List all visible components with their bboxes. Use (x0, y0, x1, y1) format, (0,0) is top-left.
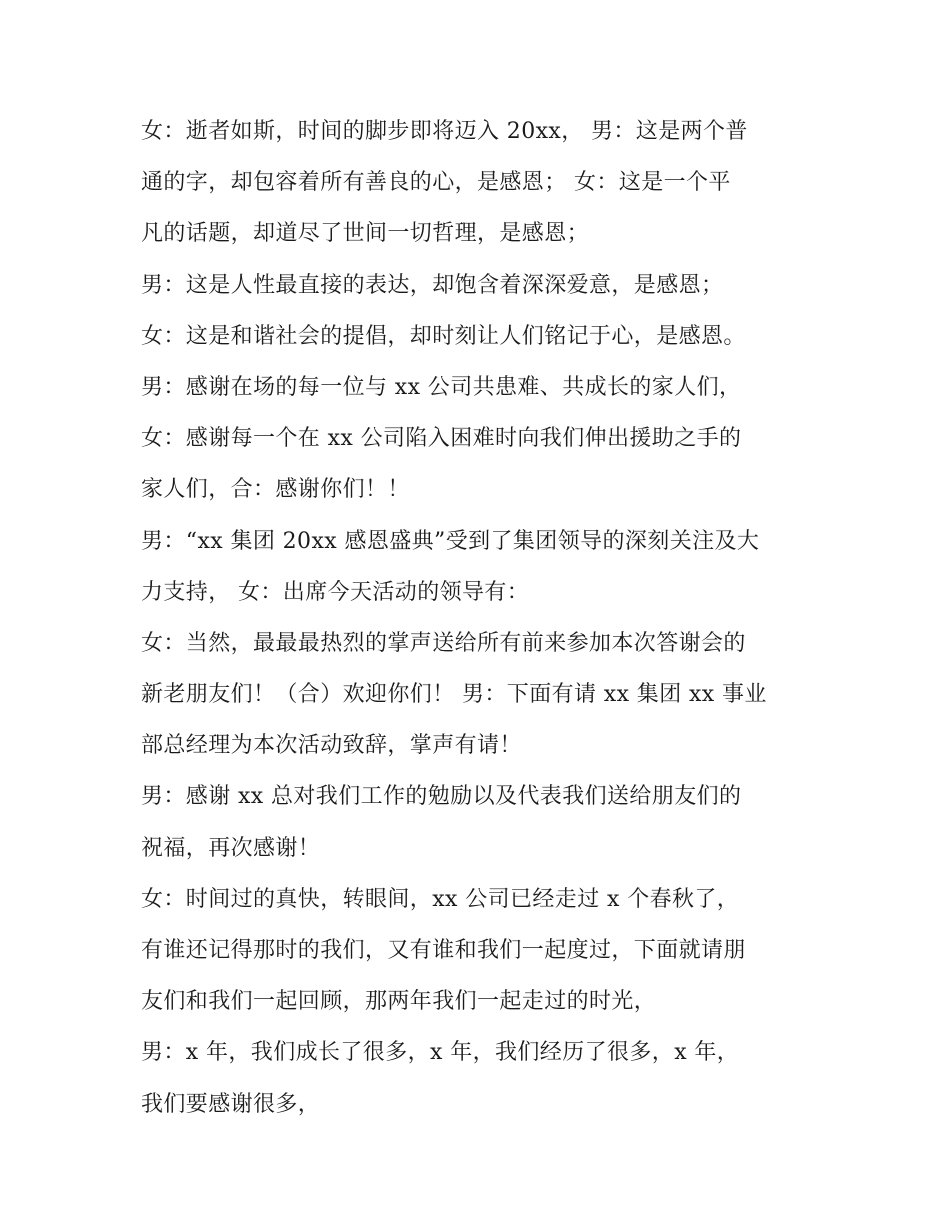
text-line-1: 女：逝者如斯，时间的脚步即将迈入 20xx， 男：这是两个普 (141, 119, 748, 144)
text-line-7: 女：感谢每一个在 xx 公司陷入困难时向我们伸出援助之手的 (141, 426, 742, 452)
text-line-10: 力支持， 女：出席今天活动的领导有： (141, 579, 530, 605)
text-line-11: 女：当然，最最最热烈的掌声送给所有前来参加本次答谢会的 (141, 630, 746, 656)
text-line-8: 家人们，合：感谢你们！！ (141, 477, 410, 503)
text-line-15: 祝福，再次感谢！ (141, 835, 321, 861)
script-text-block (141, 106, 821, 1130)
text-line-19: 男：x 年，我们成长了很多，x 年，我们经历了很多，x 年， (141, 1040, 740, 1066)
text-line-9: 男：“xx 集团 20xx 感恩盛典”受到了集团领导的深刻关注及大 (141, 528, 760, 554)
text-line-3: 凡的话题，却道尽了世间一切哲理，是感恩； (141, 221, 590, 247)
text-line-17: 有谁还记得那时的我们，又有谁和我们一起度过，下面就请朋 (141, 938, 746, 963)
text-line-20: 我们要感谢很多， (141, 1091, 321, 1117)
text-line-12: 新老朋友们！（合）欢迎你们！ 男：下面有请 xx 集团 xx 事业 (141, 682, 767, 708)
text-line-14: 男：感谢 xx 总对我们工作的勉励以及代表我们送给朋友们的 (141, 784, 742, 810)
text-line-4: 男：这是人性最直接的表达，却饱含着深深爱意，是感恩； (141, 272, 724, 298)
text-line-6: 男：感谢在场的每一位与 xx 公司共患难、共成长的家人们， (141, 374, 742, 400)
text-line-5: 女：这是和谐社会的提倡，却时刻让人们铭记于心，是感恩。 (141, 323, 746, 349)
text-line-2: 通的字，却包容着所有善良的心，是感恩； 女：这是一个平 (141, 170, 731, 196)
text-line-16: 女：时间过的真快，转眼间，xx 公司已经走过 x 个春秋了， (141, 886, 740, 912)
text-line-13: 部总经理为本次活动致辞，掌声有请！ (141, 733, 522, 759)
text-line-18: 友们和我们一起回顾，那两年我们一起走过的时光， (141, 989, 657, 1015)
